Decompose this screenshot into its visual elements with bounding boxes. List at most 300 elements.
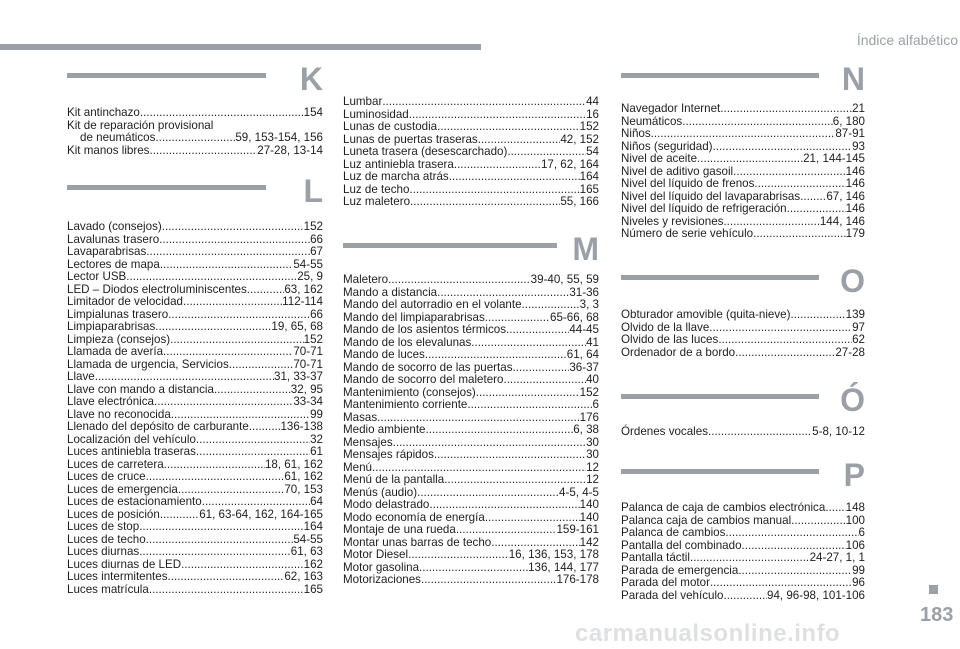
index-entry — [67, 471, 323, 484]
dot-leader — [140, 107, 304, 120]
entry-name: Pantalla táctil — [621, 551, 690, 564]
index-entry — [67, 584, 323, 597]
dot-leader — [162, 221, 304, 234]
entry-name: Motor gasolina — [343, 560, 420, 574]
dot-leader — [388, 274, 531, 287]
entry-pages: 140 — [579, 498, 599, 511]
index-entry — [621, 116, 865, 129]
entries-l-continued — [343, 96, 599, 209]
section-l — [67, 173, 323, 596]
dot-leader — [419, 562, 528, 575]
index-entry — [67, 321, 323, 334]
dot-leader — [146, 534, 294, 547]
index-entry — [621, 590, 865, 603]
entry-pages: 152 — [579, 385, 599, 399]
entry-name: Parada de emergencia — [621, 563, 739, 577]
dot-leader — [513, 362, 570, 375]
entry-name: Nivel del líquido del lavaparabrisas — [621, 189, 801, 203]
index-entry — [67, 571, 323, 584]
entry-name: Localización del vehículo — [67, 432, 196, 446]
entries-o — [621, 309, 865, 359]
entry-pages: 154 — [303, 106, 323, 119]
entry-name: Nivel de aditivo gasoil — [621, 164, 734, 178]
entry-pages: 70, 153 — [284, 482, 323, 496]
entry-pages: 61, 64 — [566, 348, 599, 361]
entry-pages: 99 — [852, 563, 865, 577]
entry-name: Limpieza (consejos) — [67, 332, 171, 346]
index-entry — [621, 178, 865, 191]
entry-pages: 63, 162 — [284, 282, 323, 296]
entry-pages: 64 — [310, 495, 323, 508]
entry-name: Mando del autorradio en el volante — [343, 298, 522, 311]
entry-name: Niños — [621, 127, 651, 140]
section-letter: O — [840, 263, 865, 299]
entry-pages: 41 — [586, 335, 599, 349]
index-entry — [343, 274, 599, 287]
entry-pages: 99 — [310, 407, 323, 421]
entry-pages: 31, 33-37 — [274, 370, 323, 383]
entry-name: Menú — [343, 460, 373, 474]
section-l-header — [67, 173, 323, 212]
entry-pages: 16, 136, 153, 178 — [508, 548, 599, 561]
dot-leader — [163, 346, 293, 359]
entry-pages: 59, 153-154, 156 — [235, 131, 323, 144]
dot-leader — [651, 128, 836, 141]
index-entry — [67, 132, 323, 145]
entry-pages: 148 — [845, 501, 865, 514]
dot-leader — [720, 103, 852, 116]
index-entry — [343, 399, 599, 412]
entry-pages: 32 — [310, 432, 323, 446]
entry-name: Luneta trasera (desescarchado) — [343, 145, 508, 158]
entry-pages: 6 — [592, 398, 599, 411]
entry-pages: 106 — [845, 538, 865, 552]
dot-leader — [709, 322, 852, 335]
dot-leader — [410, 196, 560, 209]
entry-pages: 164 — [579, 170, 599, 183]
entry-name: Luces diurnas — [67, 545, 140, 558]
entry-name: Medio ambiente — [343, 423, 426, 436]
section-letter: M — [572, 231, 599, 267]
entries-o-accent — [621, 426, 865, 439]
section-o-accent — [621, 382, 865, 439]
entry-pages: 44 — [586, 95, 599, 108]
section-rule — [67, 73, 266, 78]
entry-name: Mensajes — [343, 435, 393, 449]
entry-name: Niveles y revisiones — [621, 214, 724, 228]
entry-name: Llamada de urgencia, Servicios — [67, 357, 229, 371]
entry-pages: 61, 63 — [290, 545, 323, 558]
dot-leader — [196, 434, 310, 447]
index-entry — [343, 424, 599, 437]
entry-pages: 159-161 — [556, 523, 599, 536]
entry-pages: 12 — [586, 473, 599, 486]
entries-n — [621, 103, 865, 241]
section-rule — [343, 243, 557, 248]
dot-leader — [825, 502, 845, 515]
dot-leader — [723, 590, 767, 603]
dot-leader — [690, 552, 810, 565]
dot-leader — [682, 116, 833, 129]
entry-pages: 176-178 — [556, 573, 599, 586]
entry-name: Luces de posición — [67, 507, 160, 521]
entry-name: Mantenimiento (consejos) — [343, 385, 476, 399]
entry-pages: 165 — [303, 582, 323, 596]
dot-leader — [202, 496, 310, 509]
entry-pages: 93 — [852, 139, 865, 153]
dot-leader — [522, 299, 580, 312]
entry-pages: 179 — [845, 227, 865, 240]
dot-leader — [753, 228, 846, 241]
dot-leader — [718, 334, 852, 347]
entry-name: Luces diurnas de LED — [67, 557, 182, 571]
entry-pages: 144, 146 — [819, 214, 865, 228]
entry-name: Parada del motor — [621, 576, 710, 589]
entry-name: Mando de socorro del maletero — [343, 373, 504, 386]
index-entry — [621, 334, 865, 347]
entry-name: Limpialunas trasero — [67, 307, 169, 321]
entry-name: Palanca caja de cambios manual — [621, 513, 792, 527]
entry-pages: 62 — [852, 333, 865, 346]
entry-pages: 61 — [310, 445, 323, 458]
entry-name: Luces de carretera — [67, 457, 164, 471]
entry-name: Motor Diesel — [343, 548, 409, 561]
entry-pages: 136-138 — [280, 420, 323, 433]
dot-leader — [417, 487, 559, 500]
dot-leader — [146, 471, 285, 484]
entry-pages: 152 — [579, 120, 599, 133]
entry-name: Menús (audio) — [343, 485, 418, 499]
entry-pages: 3, 3 — [579, 298, 599, 311]
dot-leader — [710, 577, 852, 590]
entry-pages: 66 — [310, 307, 323, 321]
entry-name: Número de serie vehículo — [621, 227, 754, 240]
dot-leader — [382, 96, 586, 109]
entry-pages: 67 — [310, 245, 323, 258]
dot-leader — [196, 446, 310, 459]
entry-pages: 165 — [579, 182, 599, 196]
section-p-header — [621, 457, 865, 496]
dot-leader — [164, 459, 265, 472]
dot-leader — [437, 121, 580, 134]
index-entry — [67, 145, 323, 158]
entry-name: Lavaparabrisas — [67, 245, 147, 258]
entry-name: Mensajes rápidos — [343, 448, 434, 461]
section-letter: P — [843, 457, 865, 493]
dot-leader — [159, 234, 310, 247]
entry-pages: 27-28, 13-14 — [257, 143, 323, 157]
dot-leader — [421, 574, 556, 587]
index-entry — [621, 103, 865, 116]
index-entry — [67, 346, 323, 359]
dot-leader — [503, 374, 586, 387]
entry-name: Mando de los asientos térmicos — [343, 323, 507, 336]
dot-leader — [449, 171, 580, 184]
entry-pages: 25, 9 — [297, 270, 323, 283]
entry-pages: 32, 95 — [290, 382, 323, 396]
entry-name: Palanca de caja de cambios electrónica — [621, 501, 826, 514]
entry-pages: 139 — [845, 308, 865, 321]
dot-leader — [444, 474, 586, 487]
entry-name: Llave electrónica — [67, 395, 155, 408]
entry-name: Pantalla del combinado — [621, 538, 742, 552]
entry-pages: 136, 144, 177 — [528, 560, 599, 574]
entries-m — [343, 274, 599, 587]
index-entry — [343, 96, 599, 109]
dot-leader — [95, 371, 274, 384]
entry-pages: 4-5, 4-5 — [559, 485, 599, 499]
index-entry — [343, 474, 599, 487]
entry-pages: 97 — [852, 320, 865, 334]
entry-pages: 54 — [586, 145, 599, 158]
entry-pages: 62, 163 — [284, 570, 323, 583]
entry-name: Olvido de la llave — [621, 320, 710, 334]
dot-leader — [754, 178, 845, 191]
dot-leader — [425, 349, 567, 362]
entry-pages: 152 — [303, 220, 323, 233]
entry-name: Nivel del líquido de refrigeración — [621, 202, 787, 215]
page-number: 183 — [920, 604, 954, 626]
index-entry — [621, 153, 865, 166]
section-k-header — [67, 61, 323, 100]
index-entry — [67, 446, 323, 459]
entry-name: Luces de stop — [67, 520, 140, 533]
entry-pages: 17, 62, 164 — [540, 157, 599, 171]
entry-pages: 70-71 — [293, 357, 323, 371]
entry-pages: 146 — [845, 164, 865, 178]
index-entry — [67, 107, 323, 120]
section-letter: L — [303, 173, 323, 209]
entry-pages: 16 — [586, 107, 599, 121]
dot-leader — [168, 571, 285, 584]
entry-pages: 112-114 — [282, 295, 323, 308]
index-entry — [67, 521, 323, 534]
dot-leader — [738, 565, 852, 578]
dot-leader — [790, 309, 845, 322]
entry-name: Luz de techo — [343, 182, 410, 196]
entry-name: Palanca de cambios — [621, 526, 726, 539]
watermark: carmanualsonline.info — [575, 620, 841, 647]
entry-pages: 146 — [845, 177, 865, 190]
entry-name: Kit antinchazo — [67, 106, 140, 119]
entry-name: Luces de emergencia — [67, 482, 178, 496]
section-letter: K — [299, 61, 323, 97]
entry-name: Obturador amovible (quita-nieve) — [621, 308, 791, 321]
entry-name: Mando a distancia — [343, 285, 438, 299]
entry-name: Lunas de puertas traseras — [343, 132, 478, 146]
dot-leader — [476, 387, 580, 400]
page-header-title: Índice alfabético — [856, 32, 958, 48]
entry-name: Parada del vehículo — [621, 588, 724, 602]
header-rule — [0, 44, 481, 50]
entry-pages: 40 — [586, 373, 599, 386]
entry-pages: 6 — [858, 526, 865, 539]
dot-leader — [247, 284, 285, 297]
dot-leader — [214, 384, 291, 397]
index-entry — [621, 128, 865, 141]
entry-name: Luces de cruce — [67, 470, 146, 483]
entry-pages: 65-66, 68 — [550, 310, 599, 324]
index-entry — [67, 221, 323, 234]
entry-name: Lunas de custodia — [343, 120, 438, 133]
section-rule — [621, 469, 819, 474]
dot-leader — [126, 271, 297, 284]
dot-leader — [735, 347, 835, 360]
index-entry — [67, 271, 323, 284]
entry-name: Ordenador de a bordo — [621, 345, 736, 359]
entry-pages: 39-40, 55, 59 — [530, 273, 599, 286]
index-entry — [67, 396, 323, 409]
entry-name: Luminosidad — [343, 107, 409, 121]
dot-leader — [725, 527, 858, 540]
index-entry — [621, 552, 865, 565]
entry-pages: 66 — [310, 232, 323, 246]
entry-name: Kit manos libres — [67, 143, 150, 157]
dot-leader — [791, 515, 846, 528]
dot-leader — [454, 159, 541, 172]
index-entry — [67, 246, 323, 259]
dot-leader — [139, 546, 291, 559]
entry-name: LED – Diodos electroluminiscentes — [67, 282, 247, 296]
index-entry — [343, 349, 599, 362]
entry-pages: 42, 152 — [560, 132, 599, 146]
dot-leader — [154, 396, 293, 409]
entry-name: Luz de marcha atrás — [343, 170, 449, 183]
entry-name: Lectores de mapa — [67, 257, 160, 271]
section-n-header — [621, 61, 865, 100]
section-m-header — [343, 231, 599, 270]
section-o — [621, 263, 865, 359]
index-entry — [343, 449, 599, 462]
section-rule — [67, 185, 266, 190]
entry-name: Nivel del líquido de frenos — [621, 177, 755, 190]
index-entry — [67, 496, 323, 509]
entry-name: Luces antiniebla traseras — [67, 445, 196, 458]
entry-name: Limpiaparabrisas — [67, 320, 156, 333]
entry-name: Lumbar — [343, 95, 383, 108]
entry-pages: 87-91 — [835, 127, 865, 140]
entry-pages: 27-28 — [835, 345, 865, 359]
entry-pages: 67, 146 — [826, 189, 865, 203]
entry-name: Modo economía de energía — [343, 510, 485, 524]
entry-name: Montaje de una rueda — [343, 523, 456, 536]
index-entry — [621, 347, 865, 360]
entries-k — [67, 107, 323, 157]
entry-name: Mando de socorro de las puertas — [343, 360, 513, 374]
entry-name: Maletero — [343, 273, 389, 286]
entry-pages: 54-55 — [293, 532, 323, 546]
dot-leader — [408, 549, 509, 562]
index-entry — [621, 577, 865, 590]
dot-leader — [434, 449, 586, 462]
entry-pages: 21, 144-145 — [803, 152, 865, 165]
dot-leader — [507, 146, 586, 159]
section-k — [67, 61, 323, 157]
dot-leader — [697, 153, 803, 166]
index-entry — [343, 196, 599, 209]
entry-name: Llenado del depósito de carburante — [67, 420, 249, 433]
entry-name: Neumáticos — [621, 114, 683, 128]
entry-name: de neumáticos — [80, 131, 156, 144]
index-entry — [621, 502, 865, 515]
dot-leader — [170, 334, 304, 347]
entry-name: Llave con mando a distancia — [67, 382, 214, 396]
entry-pages: 61, 162 — [284, 470, 323, 483]
entry-pages: 152 — [303, 332, 323, 346]
entry-pages: 142 — [579, 535, 599, 549]
index-entry — [343, 171, 599, 184]
section-letter: N — [841, 61, 865, 97]
index-entry — [67, 371, 323, 384]
section-letter: Ó — [840, 382, 865, 418]
dot-leader — [139, 521, 303, 534]
index-entry — [343, 299, 599, 312]
index-entry — [343, 324, 599, 337]
index-entry — [67, 546, 323, 559]
entry-name: Luces intermitentes — [67, 570, 168, 583]
entry-name: Luces matrícula — [67, 582, 149, 596]
index-entry — [343, 374, 599, 387]
entry-name: Lavalunas trasero — [67, 232, 160, 246]
entry-name: Nivel de aceite — [621, 152, 698, 165]
entry-pages: 24-27, 1, 1 — [809, 551, 865, 564]
entry-name: Luces de estacionamiento — [67, 495, 202, 508]
entry-pages: 100 — [845, 513, 865, 527]
entry-name: Menú de la pantalla — [343, 473, 445, 486]
index-entry — [67, 296, 323, 309]
section-rule — [621, 73, 819, 78]
entry-name: Modo delastrado — [343, 498, 430, 511]
index-entry — [343, 549, 599, 562]
entry-name: Masas — [343, 410, 378, 424]
entry-pages: 19, 65, 68 — [271, 320, 323, 333]
entry-name: Lavado (consejos) — [67, 220, 162, 233]
dot-leader — [146, 246, 310, 259]
entry-name: Mando de los elevalunas — [343, 335, 472, 349]
entry-name: Navegador Internet — [621, 102, 721, 115]
dot-leader — [149, 145, 257, 158]
entries-l — [67, 221, 323, 596]
entry-pages: 21 — [852, 102, 865, 115]
dot-leader — [800, 191, 826, 204]
dot-leader — [160, 259, 294, 272]
entry-name: Niños (seguridad) — [621, 139, 713, 153]
dot-leader — [249, 421, 281, 434]
section-m — [343, 231, 599, 587]
index-entry — [621, 203, 865, 216]
index-entry — [621, 426, 865, 439]
entry-pages: 70-71 — [293, 345, 323, 358]
entry-pages: 18, 61, 162 — [264, 457, 323, 471]
dot-leader — [409, 184, 579, 197]
entry-name: Limitador de velocidad — [67, 295, 184, 308]
index-entry — [343, 121, 599, 134]
entry-pages: 44-45 — [569, 323, 599, 336]
index-entry — [343, 524, 599, 537]
entry-name: Motorizaciones — [343, 573, 421, 586]
entry-pages: 6, 38 — [573, 423, 599, 436]
entry-name: Órdenes vocales — [621, 425, 708, 438]
entry-name: Llave — [67, 370, 95, 383]
index-entry — [343, 146, 599, 159]
entries-p — [621, 502, 865, 602]
entry-name: Luces de techo — [67, 532, 146, 546]
entry-pages: 164 — [303, 520, 323, 533]
dot-leader — [155, 321, 271, 334]
entry-pages: 61, 63-64, 162, 164-165 — [199, 507, 323, 521]
index-entry — [621, 309, 865, 322]
entry-name: Mando de luces — [343, 348, 425, 361]
